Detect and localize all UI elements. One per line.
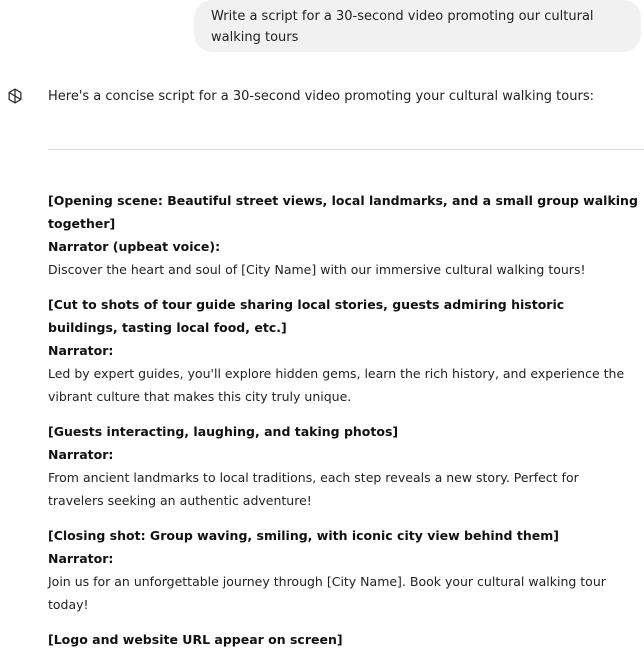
scene-direction: [Cut to shots of tour guide sharing local stories, guests admiring historic buildings, tasting local food, etc.] (48, 297, 565, 335)
script-section-guests (48, 420, 638, 512)
script-section-closing (48, 524, 638, 616)
narrator-line: Discover the heart and soul of [City Name] with our immersive cultural walking tours! (48, 262, 586, 277)
script-section-opening (48, 189, 638, 281)
narrator-line: From ancient landmarks to local traditions, each step reveals a new story. Perfect for travelers seeking an authentic adventure! (48, 470, 579, 508)
narrator-label: Narrator: (48, 551, 114, 566)
scene-direction: [Opening scene: Beautiful street views, local landmarks, and a small group walking together] (48, 193, 638, 231)
assistant-intro-text: Here's a concise script for a 30-second video promoting your cultural walking tours: (48, 89, 594, 104)
chatgpt-logo-icon (4, 85, 26, 107)
scene-direction: [Closing shot: Group waving, smiling, with iconic city view behind them] (48, 528, 559, 543)
narrator-line: Led by expert guides, you'll explore hidden gems, learn the rich history, and experience the vibrant culture that makes this city truly unique. (48, 366, 625, 404)
script-section-tour-shots (48, 293, 638, 408)
divider (48, 149, 644, 150)
narrator-label: Narrator: (48, 447, 114, 462)
narrator-label: Narrator (upbeat voice): (48, 239, 221, 254)
scene-direction: [Guests interacting, laughing, and taking photos] (48, 424, 399, 439)
narrator-label: Narrator: (48, 343, 114, 358)
user-message-text: Write a script for a 30-second video promoting our cultural walking tours (211, 9, 594, 45)
script-section-logo (48, 628, 638, 651)
scene-direction: [Logo and website URL appear on screen] (48, 632, 343, 647)
user-message-bubble (194, 0, 641, 52)
narrator-line: Join us for an unforgettable journey through [City Name]. Book your cultural walking tour today! (48, 574, 606, 612)
video-script (48, 189, 638, 654)
